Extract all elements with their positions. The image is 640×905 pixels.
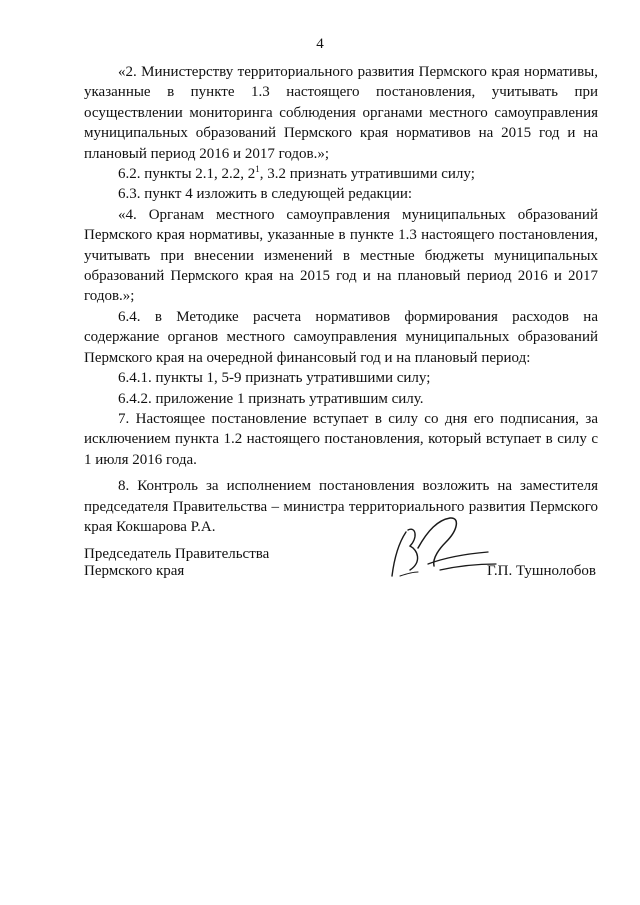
page-number: 4	[316, 36, 324, 52]
paragraph-6-4-1: 6.4.1. пункты 1, 5-9 признать утратившими силу;	[118, 370, 431, 387]
position-line-1: Председатель Правительства	[84, 546, 270, 562]
signature-position	[84, 546, 269, 580]
paragraph-8-control: 8. Контроль за исполнением постановления возложить на заместителя председателя Правительства – министра территориального развития Пермского края Кокшарова Р.А.	[84, 478, 598, 535]
paragraph-6-2	[84, 164, 598, 184]
paragraph-6-2-text-a: 6.2. пункты 2.1, 2.2, 2	[118, 166, 256, 183]
paragraph-2-ministry: «2. Министерству территориального развития Пермского края нормативы, указанные в пункте 1.3 настоящего постановления, учитывать при осуществлении мониторинга соблюдения органами местного самоуправления муниципальных образований Пермского края нормативов на 2015 год и на плановый период 2016 и 2017 годов.»;	[84, 64, 598, 162]
paragraph-6-4-2: 6.4.2. приложение 1 признать утратившим силу.	[118, 390, 424, 407]
paragraph-4-local-authorities: «4. Органам местного самоуправления муниципальных образований Пермского края нормативы, указанные в пункте 1.3 настоящего постановления, учитывать при внесении изменений в местные бюджеты муниципальных образований Пермского края на 2015 год и на плановый период 2016 и 2017 годов.»;	[84, 206, 598, 305]
paragraph-6-3: 6.3. пункт 4 изложить в следующей редакции:	[118, 186, 413, 203]
position-line-2: Пермского края	[84, 563, 185, 579]
paragraph-6-2-text-b: , 3.2 признать утратившими силу;	[259, 166, 475, 183]
paragraph-6-2-superscript: 1	[255, 164, 260, 175]
paragraph-7-effective-date: 7. Настоящее постановление вступает в силу со дня его подписания, за исключением пункта 1.2 настоящего постановления, который вступает в силу с 1 июля 2016 года.	[84, 410, 598, 468]
signer-name: Г.П. Тушнолобов	[486, 563, 596, 579]
document-body	[84, 62, 598, 537]
paragraph-6-4: 6.4. в Методике расчета нормативов формирования расходов на содержание органов местного самоуправления муниципальных образований Пермского края на очередной финансовый год и на плановый период:	[84, 308, 598, 366]
